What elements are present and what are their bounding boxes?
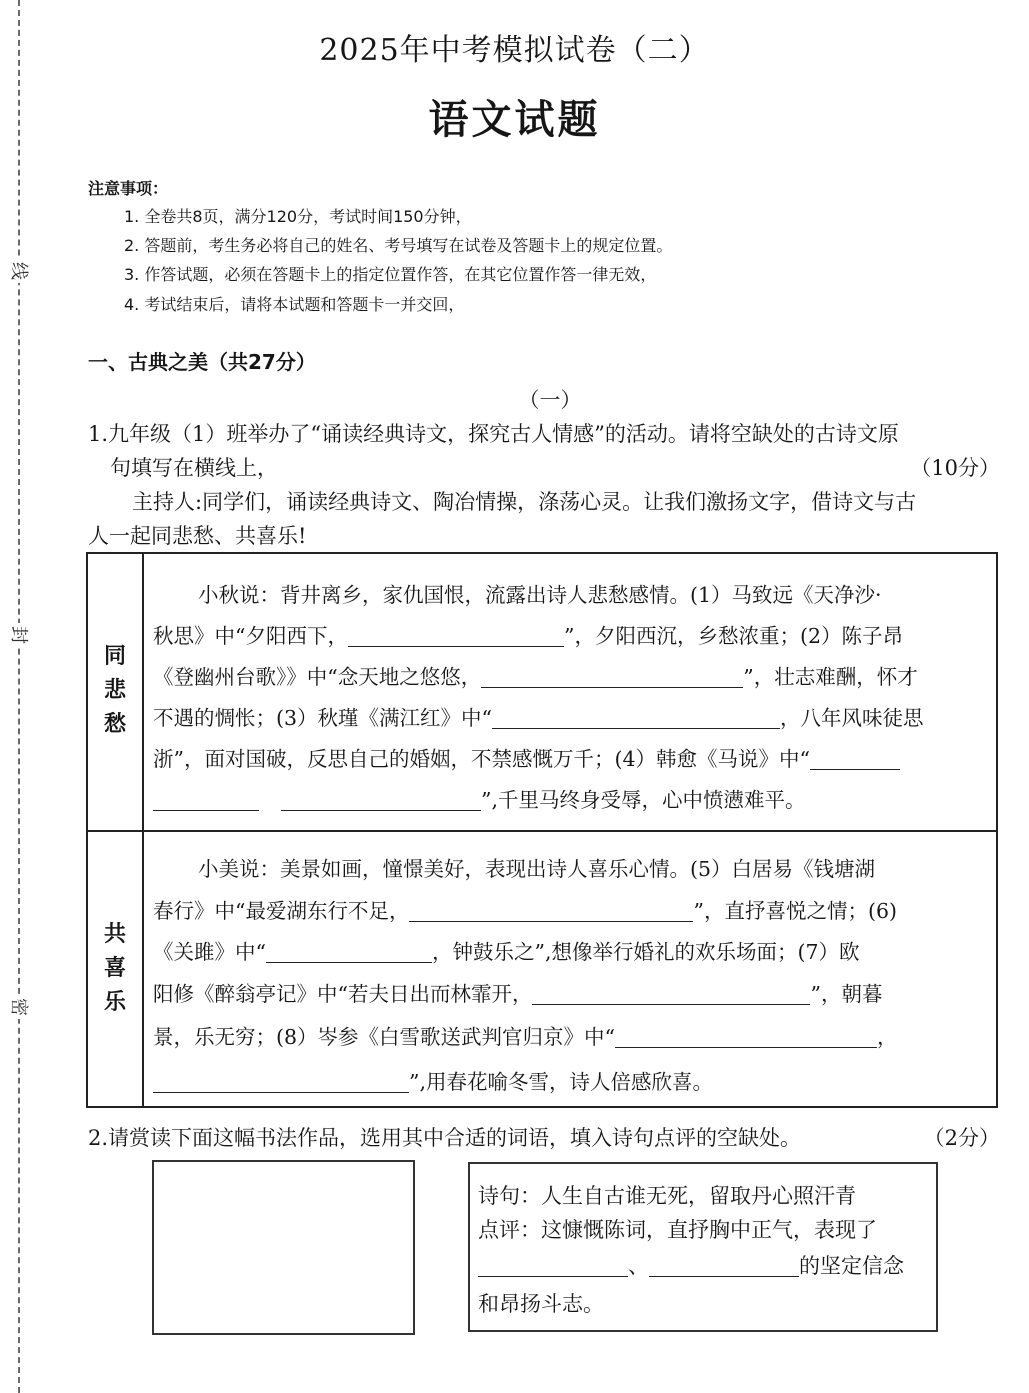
host-line1: 主持人:同学们，诵读经典诗文、陶冶情操，涤荡心灵。让我们激扬文字，借诗文与古 xyxy=(132,490,917,514)
q2-score: （2分） xyxy=(923,1126,1000,1150)
comment-line3: 和昂扬斗志。 xyxy=(478,1292,604,1316)
calligraphy-image-box xyxy=(152,1160,415,1335)
joy-line5: 景，乐无穷；(8）岑参《白雪歌送武判官归京》中“ ， xyxy=(153,1025,898,1049)
q1-score: （10分） xyxy=(910,456,1000,480)
joy-line4: 阳修《醉翁亭记》中“若夫日出而林霏开， ”，朝暮 xyxy=(153,982,883,1006)
q1-prompt-line1: 1.九年级（1）班举办了“诵读经典诗文，探究古人情感”的活动。请将空缺处的古诗文原 xyxy=(88,422,899,446)
exam-title: 2025年中考模拟试卷（二） xyxy=(319,33,710,68)
binding-mark-mi: 密 xyxy=(7,995,33,1019)
answer-blank-1[interactable] xyxy=(348,624,564,647)
joy-line2: 春行》中“最爱湖东行不足， ”，直抒喜悦之情；(6) xyxy=(153,899,898,923)
table-row-divider xyxy=(88,830,996,832)
binding-mark-feng: 封 xyxy=(7,623,33,647)
row-title-joy: 共 喜 乐 xyxy=(103,922,126,1015)
poem-line: 诗句：人生自古谁无死，留取丹心照汗青 xyxy=(478,1184,856,1208)
joy-line6: ”,用春花喻冬雪，诗人倍感欣喜。 xyxy=(153,1065,713,1095)
poem-comment-box xyxy=(468,1162,938,1332)
comment-blank-2[interactable] xyxy=(649,1254,799,1277)
joy-line1: 小美说：美景如画，憧憬美好，表现出诗人喜乐心情。(5）白居易《钱塘湖 xyxy=(198,857,876,881)
comment-line1: 点评：这慷慨陈词，直抒胸中正气，表现了 xyxy=(478,1218,877,1242)
notice-item: 3. 作答试题，必须在答题卡上的指定位置作答，在其它位置作答一律无效， xyxy=(124,265,657,284)
sorrow-line1: 小秋说：背井离乡，家仇国恨，流露出诗人悲愁感情。(1）马致远《天净沙· xyxy=(198,583,882,607)
subject-title: 语文试题 xyxy=(428,96,601,143)
q1-prompt-line2: 句填写在横线上， xyxy=(110,456,278,480)
answer-blank-7[interactable] xyxy=(532,982,810,1005)
answer-blank-2[interactable] xyxy=(481,665,743,688)
joy-line3: 《关雎》中“ ，钟鼓乐之”,想像举行婚礼的欢乐场面；(7）欧 xyxy=(153,940,860,964)
answer-blank-4c[interactable] xyxy=(281,788,481,811)
answer-blank-4a[interactable] xyxy=(810,747,900,770)
answer-blank-8a[interactable] xyxy=(615,1025,877,1048)
answer-blank-8b[interactable] xyxy=(153,1070,409,1093)
notice-item: 4. 考试结束后，请将本试题和答题卡一并交回， xyxy=(124,295,465,314)
notice-heading: 注意事项： xyxy=(88,179,169,198)
binding-line xyxy=(18,0,20,1393)
q2-prompt: 2.请赏读下面这幅书法作品，选用其中合适的词语，填入诗句点评的空缺处。 xyxy=(88,1126,802,1150)
part-heading: （一） xyxy=(518,388,582,412)
notice-item: 1. 全卷共8页，满分120分，考试时间150分钟， xyxy=(124,207,472,226)
section-heading: 一、古典之美（共27分） xyxy=(88,350,316,374)
answer-blank-3[interactable] xyxy=(492,706,780,729)
row-title-sorrow: 同 悲 愁 xyxy=(103,644,126,737)
answer-blank-4b[interactable] xyxy=(153,788,259,811)
answer-blank-5[interactable] xyxy=(409,899,693,922)
notice-item: 2. 答题前，考生务必将自己的姓名、考号填写在试卷及答题卡上的规定位置。 xyxy=(124,236,673,255)
sorrow-line6: ”,千里马终身受辱，心中愤懑难平。 xyxy=(153,783,806,813)
comment-line2: 、 的坚定信念 xyxy=(478,1250,904,1280)
sorrow-line2: 秋思》中“夕阳西下， ”，夕阳西沉，乡愁浓重；(2）陈子昂 xyxy=(153,624,904,648)
sorrow-line4: 不遇的惆怅；(3）秋瑾《满江红》中“ ，八年风味徒思 xyxy=(153,706,924,730)
host-line2: 人一起同悲愁、共喜乐! xyxy=(88,524,307,548)
binding-mark-xian: 线 xyxy=(7,259,33,283)
sorrow-line5: 浙”，面对国破，反思自己的婚姻，不禁感慨万千；(4）韩愈《马说》中“ xyxy=(153,742,900,772)
sorrow-line3: 《登幽州台歌》》中“念天地之悠悠， ”，壮志难酬，怀才 xyxy=(153,665,918,689)
comment-blank-1[interactable] xyxy=(478,1254,628,1277)
answer-blank-6[interactable] xyxy=(266,940,432,963)
